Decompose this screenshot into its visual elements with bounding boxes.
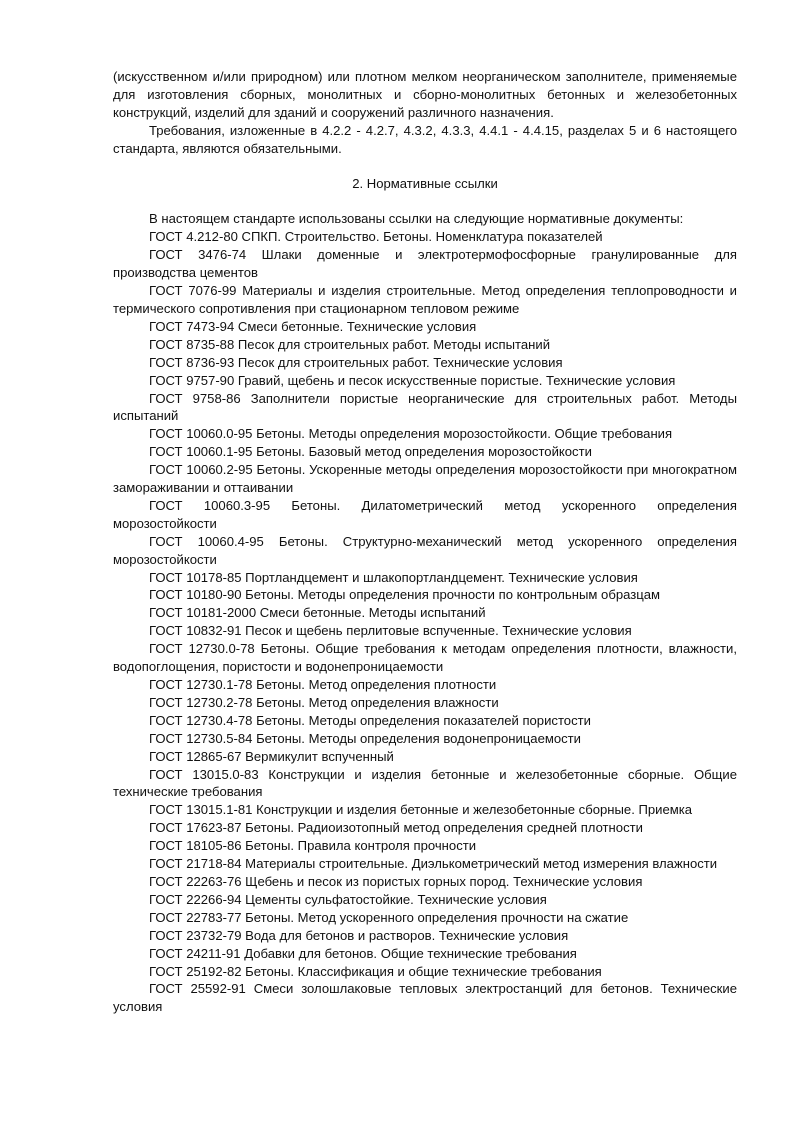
reference-item: ГОСТ 22263-76 Щебень и песок из пористых горных пород. Технические условия (149, 873, 643, 889)
reference-item: ГОСТ 10180-90 Бетоны. Методы определения прочности по контрольным образцам (149, 587, 661, 603)
reference-item: ГОСТ 10181-2000 Смеси бетонные. Методы испытаний (149, 605, 486, 621)
references-list (113, 228, 737, 1016)
reference-item: ГОСТ 12865-67 Вермикулит вспученный (149, 748, 394, 764)
reference-item: ГОСТ 12730.2-78 Бетоны. Метод определения влажности (149, 694, 499, 710)
reference-item: ГОСТ 23732-79 Вода для бетонов и растворов. Технические условия (149, 927, 569, 943)
reference-item: ГОСТ 4.212-80 СПКП. Строительство. Бетоны. Номенклатура показателей (149, 229, 603, 245)
reference-item: ГОСТ 7076-99 Материалы и изделия строительные. Метод определения теплопроводности и термического сопротивления при стационарном тепловом режиме (113, 283, 737, 316)
reference-item: ГОСТ 9757-90 Гравий, щебень и песок искусственные пористые. Технические условия (149, 372, 676, 388)
reference-item: ГОСТ 12730.5-84 Бетоны. Методы определения водонепроницаемости (149, 730, 581, 746)
reference-item: ГОСТ 8736-93 Песок для строительных работ. Технические условия (149, 354, 563, 370)
references-lead-paragraph: В настоящем стандарте использованы ссылки на следующие нормативные документы: (149, 211, 684, 227)
reference-item: ГОСТ 24211-91 Добавки для бетонов. Общие технические требования (149, 945, 577, 961)
reference-item: ГОСТ 13015.0-83 Конструкции и изделия бетонные и железобетонные сборные. Общие технические требования (113, 766, 737, 800)
reference-item: ГОСТ 10060.2-95 Бетоны. Ускоренные методы определения морозостойкости при многократном замораживании и оттаивании (113, 462, 737, 496)
reference-item: ГОСТ 22266-94 Цементы сульфатостойкие. Технические условия (149, 891, 547, 907)
mandatory-requirements-paragraph: Требования, изложенные в 4.2.2 - 4.2.7, 4.3.2, 4.3.3, 4.4.1 - 4.4.15, разделах 5 и 6 настоящего стандарта, являются обязательными. (113, 122, 737, 156)
scope-continuation-paragraph: (искусственном и/или природном) или плотном мелком неорганическом заполнителе, применяемые для изготовления сборных, монолитных и сборно-монолитных бетонных и железобетонных конструкций, изделий для зданий и сооружений различного назначения. (113, 69, 737, 120)
reference-item: ГОСТ 9758-86 Заполнители пористые неорганические для строительных работ. Методы испытаний (113, 390, 737, 424)
reference-item: ГОСТ 12730.0-78 Бетоны. Общие требования к методам определения плотности, влажности, водопоглощения, пористости и водонепроницаемости (113, 641, 737, 675)
reference-item: ГОСТ 22783-77 Бетоны. Метод ускоренного определения прочности на сжатие (149, 909, 629, 925)
reference-item: ГОСТ 8735-88 Песок для строительных работ. Методы испытаний (149, 336, 551, 352)
reference-item: ГОСТ 12730.1-78 Бетоны. Метод определения плотности (149, 677, 497, 692)
reference-item: ГОСТ 10178-85 Портландцемент и шлакопортландцемент. Технические условия (149, 569, 638, 585)
reference-item: ГОСТ 10060.1-95 Бетоны. Базовый метод определения морозостойкости (149, 444, 592, 460)
reference-item: ГОСТ 18105-86 Бетоны. Правила контроля прочности (149, 838, 477, 854)
reference-item: ГОСТ 10060.0-95 Бетоны. Методы определения морозостойкости. Общие требования (149, 426, 673, 442)
reference-item: ГОСТ 25592-91 Смеси золошлаковые тепловых электростанций для бетонов. Технические условия (113, 981, 737, 1015)
reference-item: ГОСТ 25192-82 Бетоны. Классификация и общие технические требования (149, 963, 602, 979)
reference-item: ГОСТ 13015.1-81 Конструкции и изделия бетонные и железобетонные сборные. Приемка (149, 802, 693, 818)
reference-item: ГОСТ 10060.4-95 Бетоны. Структурно-механический метод ускоренного определения морозостойкости (113, 533, 737, 567)
reference-item: ГОСТ 3476-74 Шлаки доменные и электротермофосфорные гранулированные для производства цементов (113, 247, 737, 281)
reference-item: ГОСТ 7473-94 Смеси бетонные. Технические условия (149, 318, 477, 334)
reference-item: ГОСТ 21718-84 Материалы строительные. Диэлькометрический метод измерения влажности (149, 856, 718, 872)
reference-item: ГОСТ 10832-91 Песок и щебень перлитовые вспученные. Технические условия (149, 623, 632, 639)
reference-item: ГОСТ 12730.4-78 Бетоны. Методы определения показателей пористости (149, 712, 591, 728)
reference-item: ГОСТ 10060.3-95 Бетоны. Дилатометрический метод ускоренного определения морозостойкости (113, 497, 737, 531)
section-heading: 2. Нормативные ссылки (352, 175, 498, 191)
document-page (113, 68, 737, 1016)
reference-item: ГОСТ 17623-87 Бетоны. Радиоизотопный метод определения средней плотности (149, 820, 643, 836)
